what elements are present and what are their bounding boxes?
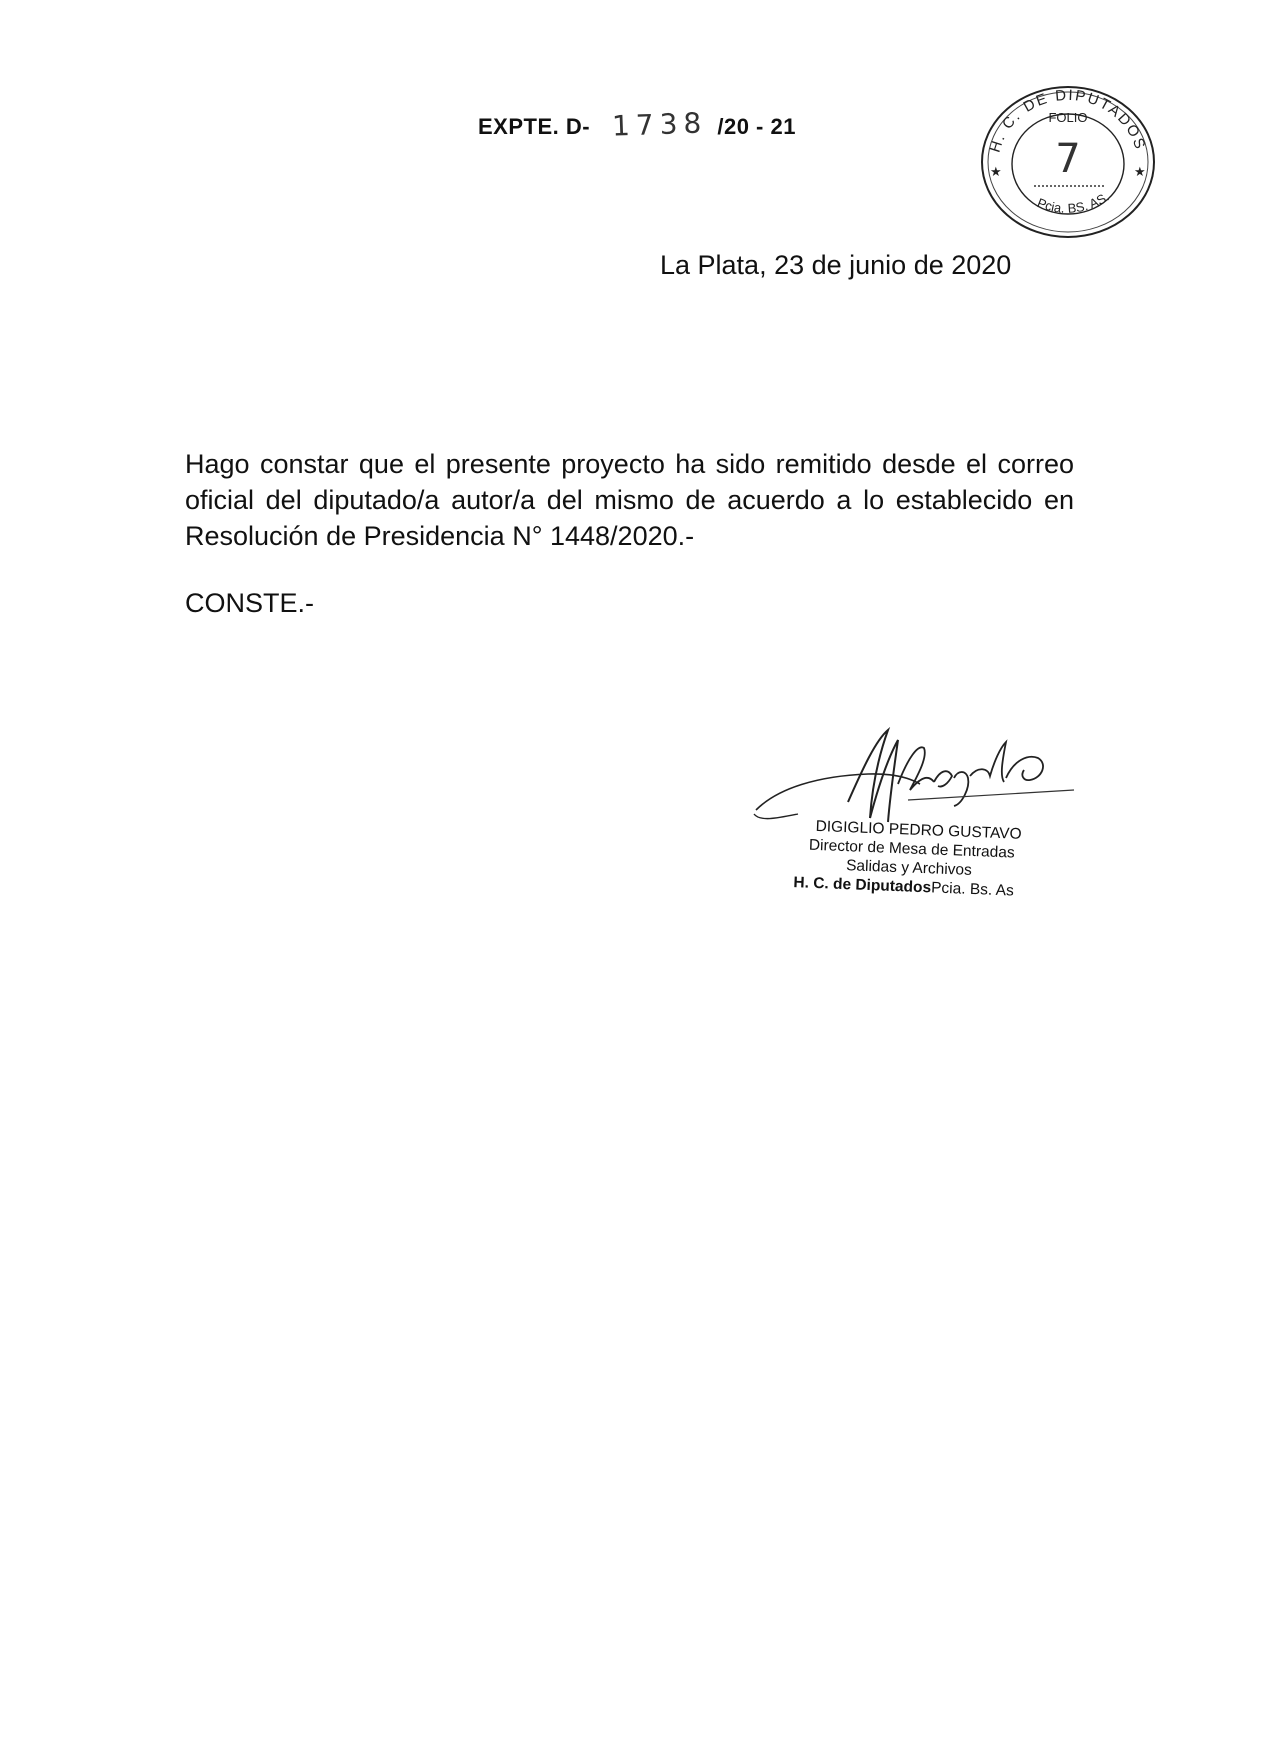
- stamp-folio-number: 7: [1055, 136, 1081, 182]
- signatory-title: Director de Mesa de Entradas: [808, 836, 1015, 862]
- stamp-star-right-icon: ★: [1134, 164, 1146, 179]
- expediente-number-handwritten: 1738: [611, 106, 708, 143]
- place-date: La Plata, 23 de junio de 2020: [660, 250, 1012, 280]
- stamp-folio-label: FOLIO: [1048, 110, 1088, 125]
- signatory-organization-prefix: H. C. de Diputados: [793, 874, 932, 897]
- folio-stamp: [976, 80, 1158, 238]
- signature-block: [789, 816, 1042, 902]
- handwritten-signature: [748, 718, 1078, 828]
- expediente-prefix: EXPTE. D-: [478, 114, 591, 139]
- stamp-ring-text: H. C. DE DIPUTADOS: [986, 86, 1149, 155]
- expediente-header: [478, 108, 796, 141]
- stamp-star-left-icon: ★: [990, 164, 1002, 179]
- stamp-bottom-text: Pcia. BS. AS.: [1035, 189, 1112, 216]
- expediente-suffix: /20 - 21: [717, 114, 796, 139]
- signatory-organization-suffix: Pcia. Bs. As: [930, 879, 1015, 900]
- signatory-name: DIGIGLIO PEDRO GUSTAVO: [815, 817, 1022, 843]
- signatory-subtitle: Salidas y Archivos: [845, 857, 973, 879]
- body-paragraph: Hago constar que el presente proyecto ha sido remitido desde el correo oficial del diputado/a autor/a del mismo de acuerdo a lo establecido en Resolución de Presidencia N° 1448/2020.-: [185, 449, 1074, 551]
- closing-text: CONSTE.-: [185, 588, 315, 618]
